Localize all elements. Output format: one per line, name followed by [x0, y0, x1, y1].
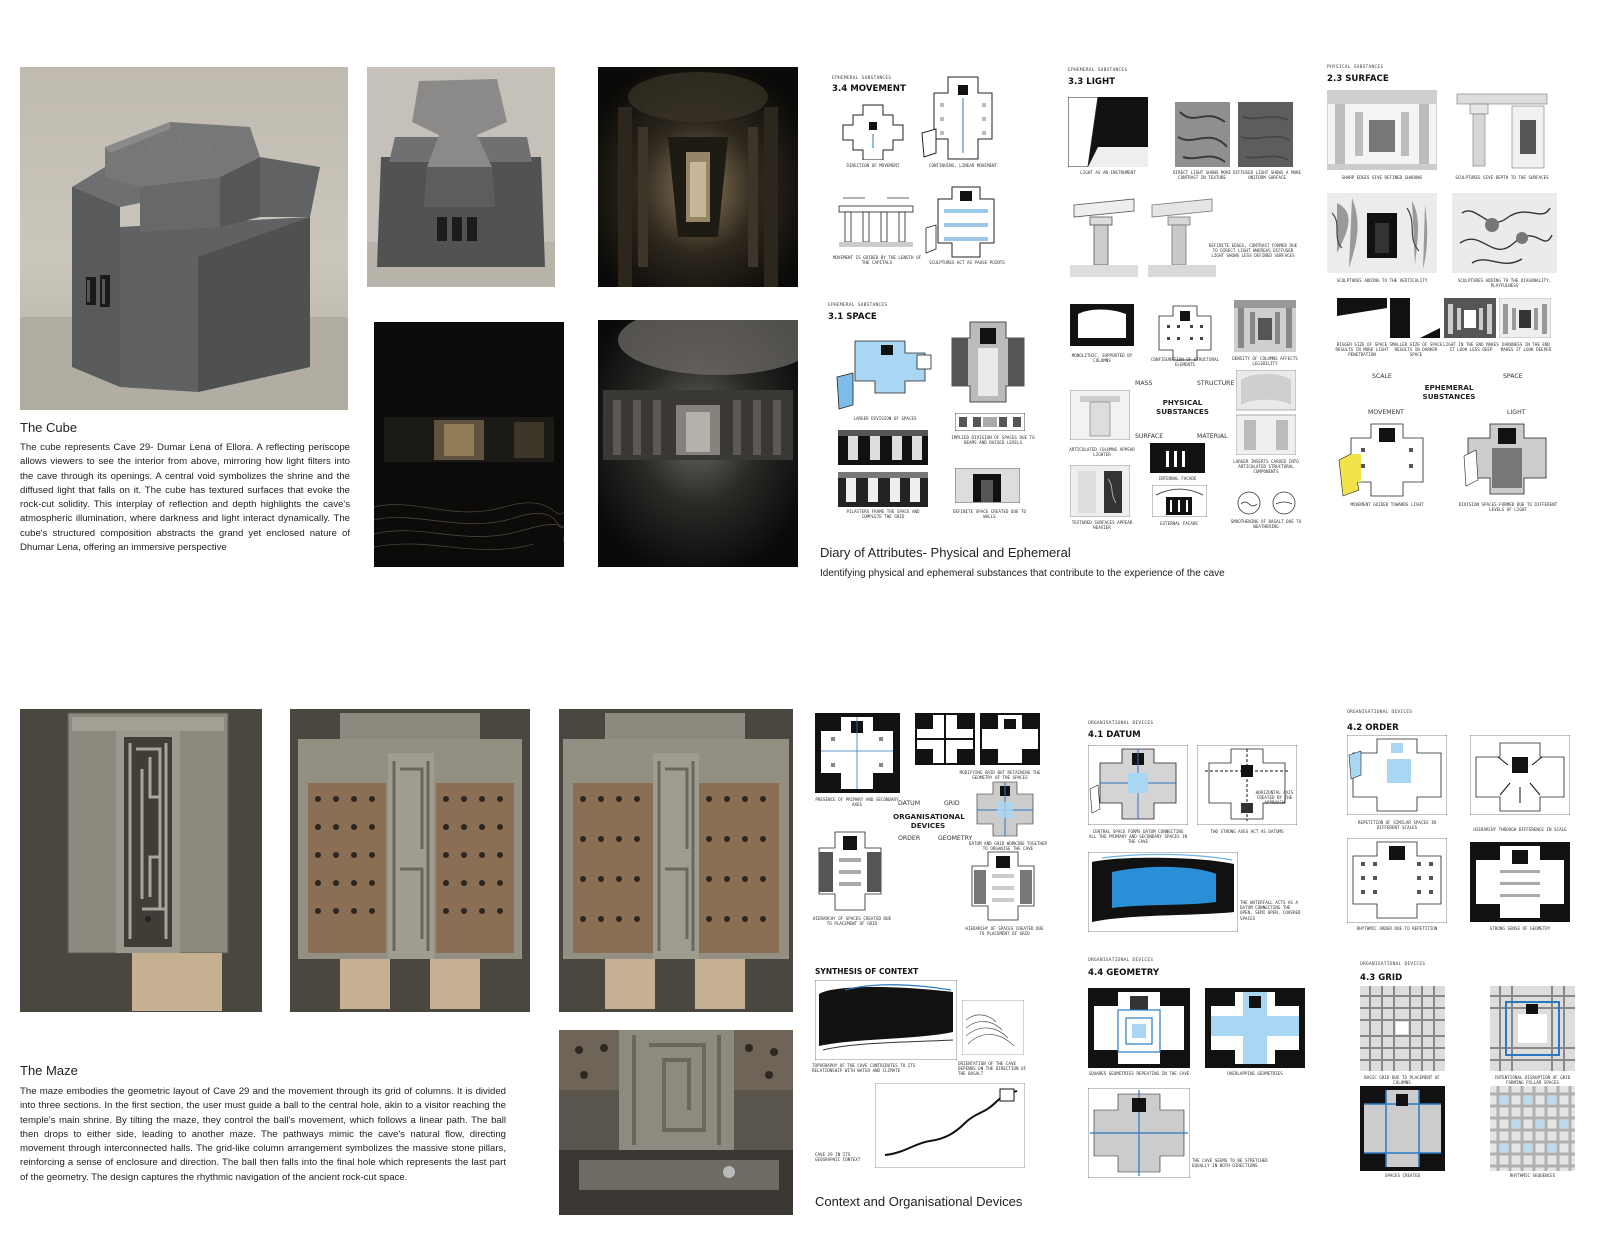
physical-label-2: CONFIGURATION OF STRUCTURAL ELEMENTS	[1150, 357, 1220, 368]
org-devices-center: ORGANISATIONAL DEVICES	[893, 812, 965, 830]
ephemeral-word-space: SPACE	[1503, 373, 1523, 380]
space-label-3: PILASTERS FRAME THE SPACE AND COMPLETE THE GRID	[846, 509, 920, 520]
physical-label-6: LARGER INSERTS CARVED INTO ARTICULATED STRUCTURAL COMPONENTS	[1233, 459, 1299, 475]
datum-central-plan	[1088, 745, 1188, 825]
light-column-sketch-1	[1070, 195, 1138, 277]
geometry-label-1: SQUARES GEOMETRIES REPEATING IN THE CAVE	[1088, 1071, 1190, 1076]
org-grid-modify-1	[915, 713, 975, 765]
diary-subtitle: Identifying physical and ephemeral substances that contribute to the experience of the cave	[820, 568, 1225, 579]
synthesis-orientation-sketch	[962, 1000, 1024, 1055]
grid-label-3: SPACES CREATED	[1384, 1173, 1421, 1178]
movement-title: 3.4 MOVEMENT	[832, 84, 906, 94]
physical-word-surface: SURFACE	[1135, 433, 1164, 440]
synthesis-title: SYNTHESIS OF CONTEXT	[815, 967, 919, 976]
movement-label-4: SCULPTURES ACT AS PAUSE POINTS	[929, 260, 1005, 265]
cave-interior-photo-1	[598, 67, 798, 287]
physical-label-1: MONOLITHIC, SUPPORTED BY COLUMNS	[1071, 353, 1133, 364]
org-label-5: HIERARCHY OF SPACES CREATED DUE TO PLACEMENT OF GRID	[965, 926, 1044, 937]
cube-model-photo	[20, 67, 348, 410]
order-label-4: STRONG SENSE OF GEOMETRY	[1489, 926, 1551, 931]
datum-tag: ORGANISATIONAL DEVICES	[1088, 721, 1154, 726]
grid-disruption-plan	[1490, 986, 1575, 1071]
ephemeral-word-movement: MOVEMENT	[1368, 409, 1404, 416]
light-label-2: DIRECT LIGHT SHOWS MORE CONTRAST IN TEXTURE	[1173, 170, 1231, 181]
material-weathering-sketch	[1236, 490, 1298, 516]
grid-basic-plan	[1360, 986, 1445, 1071]
datum-waterfall-sketch	[1088, 852, 1238, 932]
physical-label-5: INTERNAL FACADE	[1158, 476, 1197, 481]
scale-sketch-1	[1337, 298, 1387, 338]
org-grid-modify-2	[980, 713, 1040, 765]
space-implied-plan	[948, 318, 1028, 406]
order-geometry-plan	[1470, 842, 1570, 922]
org-word-order: ORDER	[898, 835, 921, 842]
light-label-1: LIGHT AS AN INSTRUMENT	[1080, 170, 1136, 175]
order-hierarchy-plan	[1470, 735, 1570, 815]
ephemeral-label-2: SMALLER SIZE OF SPACE RESULTS IN DARKER SPACE	[1389, 342, 1443, 358]
light-instrument-sketch	[1068, 97, 1148, 167]
movement-columns-elevation	[835, 192, 917, 252]
datum-axes-plan	[1197, 745, 1297, 825]
movement-label-3: MOVEMENT IS GUIDED BY THE LENGTH OF THE CAPITALS	[832, 255, 922, 266]
geometry-overlapping-plan	[1205, 988, 1305, 1068]
order-repetition-plan	[1347, 735, 1447, 815]
org-hierarchy-plan-1	[815, 830, 885, 912]
geometry-stretched-plan	[1088, 1088, 1190, 1178]
datum-label-4: THE WATERFALL ACTS AS A DATUM CONNECTING THE OPEN, SEMI OPEN, COVERED SPACES	[1240, 900, 1301, 921]
maze-detail-photo	[559, 1030, 793, 1215]
geometry-label-3: THE CAVE SEEMS TO BE STRETCHED EQUALLY IN BOTH DIRECTIONS	[1192, 1158, 1268, 1169]
diary-title: Diary of Attributes- Physical and Ephemeral	[820, 545, 1071, 560]
physical-word-structure: STRUCTURE	[1197, 380, 1235, 387]
material-external-facade	[1152, 485, 1207, 517]
maze-section-1-photo	[20, 709, 262, 1012]
ephemeral-word-scale: SCALE	[1372, 373, 1392, 380]
grid-label-1: BASIC GRID DUE TO PLACEMENT OF COLUMNS	[1364, 1075, 1440, 1086]
physical-label-9: SMOOTHENING OF BASALT DUE TO WEATHERING	[1230, 519, 1302, 530]
org-word-geometry: GEOMETRY	[938, 835, 973, 842]
cave-interior-photo-3	[598, 320, 798, 567]
context-title: Context and Organisational Devices	[815, 1194, 1023, 1209]
synthesis-label-2: ORIENTATION OF THE CAVE DEPENDS ON THE DIRECTION OF THE BASALT	[958, 1061, 1027, 1077]
structure-config-plan	[1155, 303, 1215, 363]
cube-description: The cube represents Cave 29- Dumar Lena of Ellora. A reflecting periscope allows viewers to see the interior from above, mirroring how light filters into the cave through its openings. A central void symbolizes the shrine and the diffused light that falls on it. The cube has textured surfaces that evoke the rock-cut solidity. This interplay of reflection and depth highlights the cave's atmospheric illumination, where darkness and light interact dynamically. The cube's structured composition abstracts the grand yet enclosed nature of Dhumar Lena, offering an immersive perspective	[20, 442, 350, 554]
space-label-2: IMPLIED DIVISION OF SPACES DUE TO BEAMS AND RAISED LEVELS	[951, 435, 1035, 446]
org-axes-plan	[815, 713, 900, 793]
physical-word-material: MATERIAL	[1197, 433, 1228, 440]
datum-label-2: TWO STRONG AXES ACT AS DATUMS	[1210, 829, 1284, 834]
maze-section-2-photo	[290, 709, 530, 1012]
synthesis-topography-sketch	[815, 980, 957, 1060]
order-label-2: HIERARCHY THROUGH DIFFERENCE IN SCALE	[1473, 827, 1567, 832]
movement-linear-plan	[918, 73, 1008, 163]
space-pilaster-elevation-2	[838, 472, 928, 507]
order-title: 4.2 ORDER	[1347, 723, 1399, 733]
ephemeral-label-3: LIGHT IN THE END MAKES IT LOOK LESS DEEP	[1443, 342, 1499, 353]
space-depth-sketch-1	[1444, 298, 1496, 338]
physical-word-mass: MASS	[1135, 380, 1153, 387]
order-tag: ORGANISATIONAL DEVICES	[1347, 710, 1413, 715]
movement-plan-sketch	[838, 100, 908, 160]
light-label-4: DEFINITE EDGES, CONTRAST FORMED DUE TO DIRECT LIGHT WHEREAS DIFFUSED LIGHT SHOWS LESS DEFINED SURFACES	[1208, 243, 1298, 259]
physical-substances-center: PHYSICAL SUBSTANCES	[1156, 398, 1209, 416]
geometry-title: 4.4 GEOMETRY	[1088, 968, 1160, 978]
movement-sculpture-plan	[922, 183, 1010, 261]
cave-interior-photo-2	[374, 322, 564, 567]
surface-sculpture-sketch	[1452, 90, 1552, 170]
physical-label-4: ARTICULATED COLUMNS APPEAR LIGHTER	[1069, 447, 1135, 458]
datum-title: 4.1 DATUM	[1088, 730, 1141, 740]
physical-label-7: TEXTURED SURFACES APPEAR HEAVIER	[1071, 520, 1133, 531]
geometry-tag: ORGANISATIONAL DEVICES	[1088, 958, 1154, 963]
surface-verticality-sketch	[1327, 193, 1437, 273]
light-tag: EPHEMERAL SUBSTANCES	[1068, 68, 1128, 73]
geometry-label-2: OVERLAPPING GEOMETRIES	[1227, 1071, 1283, 1076]
grid-spaces-plan	[1360, 1086, 1445, 1171]
org-label-3: DATUM AND GRID WORKING TOGETHER TO ORGANISE THE CAVE	[968, 841, 1048, 852]
structure-density-sketch	[1234, 300, 1296, 352]
light-direct-texture	[1175, 102, 1230, 167]
org-hierarchy-plan-2	[968, 850, 1038, 922]
maze-section-3-photo	[559, 709, 793, 1012]
synthesis-label-3: CAVE 29 IN ITS GEOGRAPHIC CONTEXT	[815, 1152, 861, 1163]
space-tag: EPHEMERAL SUBSTANCES	[828, 303, 888, 308]
synthesis-geographic-map	[875, 1083, 1025, 1168]
scale-sketch-2	[1390, 298, 1440, 338]
datum-label-3: HORIZONTAL AXIS CREATED BY THE APPROACH	[1255, 790, 1294, 806]
movement-tag: EPHEMERAL SUBSTANCES	[832, 76, 892, 81]
material-carved-inserts	[1236, 370, 1296, 455]
org-datum-grid-plan	[975, 780, 1035, 838]
org-label-1: PRESENCE OF PRIMARY AND SECONDARY AXES	[815, 797, 899, 808]
ephemeral-light-plan	[1462, 420, 1552, 498]
cube-title: The Cube	[20, 420, 78, 435]
space-pilaster-elevation-1	[838, 430, 928, 465]
ephemeral-label-5: MOVEMENT GUIDED TOWARDS LIGHT	[1350, 502, 1424, 507]
surface-articulated-column	[1070, 390, 1130, 440]
space-wall-section	[955, 468, 1020, 503]
space-label-4: DEFINITE SPACE CREATED DUE TO WALLS	[952, 509, 1027, 520]
org-label-2: MODIFYING GRID BUT RETAINING THE GEOMETRY OF THE SPACES	[959, 770, 1041, 781]
grid-title: 4.3 GRID	[1360, 973, 1403, 983]
space-depth-sketch-2	[1499, 298, 1551, 338]
surface-label-2: SCULPTURES GIVE DEPTH TO THE SURFACES	[1455, 175, 1549, 180]
grid-rhythm-plan	[1490, 1086, 1575, 1171]
maze-title: The Maze	[20, 1063, 78, 1078]
ephemeral-label-4: DARKNESS IN THE END MAKES IT LOOK DEEPER	[1500, 342, 1552, 353]
material-internal-facade	[1150, 443, 1205, 473]
grid-label-4: RHYTHMIC SEQUENCES	[1509, 1173, 1556, 1178]
synthesis-label-1: TOPOGRAPHY OF THE CAVE CONTRIBUTES TO ITS RELATIONSHIP WITH WATER AND CLIMATE	[812, 1063, 916, 1074]
geometry-squares-plan	[1088, 988, 1190, 1068]
space-title: 3.1 SPACE	[828, 312, 877, 322]
movement-label-2: CONTINUING, LINEAR MOVEMENT	[928, 163, 998, 168]
ephemeral-label-6: DIVISION SPACES FORMED DUE TO DIFFERENT LEVELS OF LIGHT	[1458, 502, 1558, 513]
light-title: 3.3 LIGHT	[1068, 77, 1115, 87]
physical-label-8: EXTERNAL FACADE	[1160, 521, 1198, 526]
surface-label-1: SHARP EDGES GIVE DEFINED SHADOWS	[1341, 175, 1423, 180]
order-label-1: REPETITION OF SIMILAR SPACES IN DIFFERENT SCALES	[1357, 820, 1437, 831]
space-label-1: LARGER DIVISION OF SPACES	[853, 416, 917, 421]
cube-top-view-photo	[367, 67, 555, 287]
surface-colonnade-sketch	[1327, 90, 1437, 170]
org-word-datum: DATUM	[898, 800, 921, 807]
surface-label-3: SCULPTURES ADDING TO THE VERTICALITY	[1336, 278, 1428, 283]
light-diffused-texture	[1238, 102, 1293, 167]
grid-label-2: INTENTIONAL DISRUPTION OF GRID FORMING PILLAR SPACES	[1494, 1075, 1571, 1086]
light-label-3: DIFFUSED LIGHT SHOWS A MORE UNIFORM SURFACE	[1232, 170, 1302, 181]
datum-label-1: CENTRAL SPACE FORMS DATUM CONNECTING ALL THE PRIMARY AND SECONDARY SPACES IN THE CAVE	[1088, 829, 1188, 845]
surface-tag: PHYSICAL SUBSTANCES	[1327, 65, 1384, 70]
physical-label-3: DENSITY OF COLUMNS AFFECTS LEGIBILITY	[1232, 356, 1298, 367]
ephemeral-word-light: LIGHT	[1507, 409, 1526, 416]
org-word-grid: GRID	[944, 800, 960, 807]
surface-textured-column	[1070, 465, 1130, 517]
light-column-sketch-2	[1148, 195, 1216, 277]
org-label-4: HIERARCHY OF SPACES CREATED DUE TO PLACEMENT OF GRID	[812, 916, 892, 927]
space-division-plan	[835, 333, 935, 411]
surface-diagonality-sketch	[1452, 193, 1557, 273]
order-rhythm-plan	[1347, 838, 1447, 923]
ephemeral-label-1: BIGGER SIZE OF SPACE RESULTS IN MORE LIGHT PENETRATION	[1335, 342, 1389, 358]
ephemeral-substances-center: EPHEMERAL SUBSTANCES	[1422, 383, 1476, 401]
grid-tag: ORGANISATIONAL DEVICES	[1360, 962, 1426, 967]
surface-label-4: SCULPTURES ADDING TO THE DIAGONALITY, PLAYFULNESS	[1457, 278, 1552, 289]
order-label-3: RHYTHMIC ORDER DUE TO REPETITION	[1356, 926, 1438, 931]
movement-label-1: DIRECTION OF MOVEMENT	[846, 163, 900, 168]
maze-description: The maze embodies the geometric layout of Cave 29 and the movement through its grid of columns. It is divided into three sections. In the first section, the user must guide a ball to the central hole, akin to a visitor reaching the temple's main shrine. By tilting the maze, they control the ball's movement, which follows a linear path. The ball then drops to either side, leading to another maze. The pathways mimic the cave's natural flow, directing movement through interconnected halls. The grid-like column arrangement symbolizes the massive stone pillars, reinforcing a sense of enclosure and direction. The ball then falls into the final hole which represents the last part of the geometry. The design captures the rhythmic navigation of the ancient rock-cut space.	[20, 1086, 506, 1183]
ephemeral-movement-plan	[1337, 420, 1437, 500]
mass-monolithic-sketch	[1070, 304, 1134, 346]
space-beam-section	[955, 413, 1025, 431]
surface-title: 2.3 SURFACE	[1327, 74, 1389, 84]
